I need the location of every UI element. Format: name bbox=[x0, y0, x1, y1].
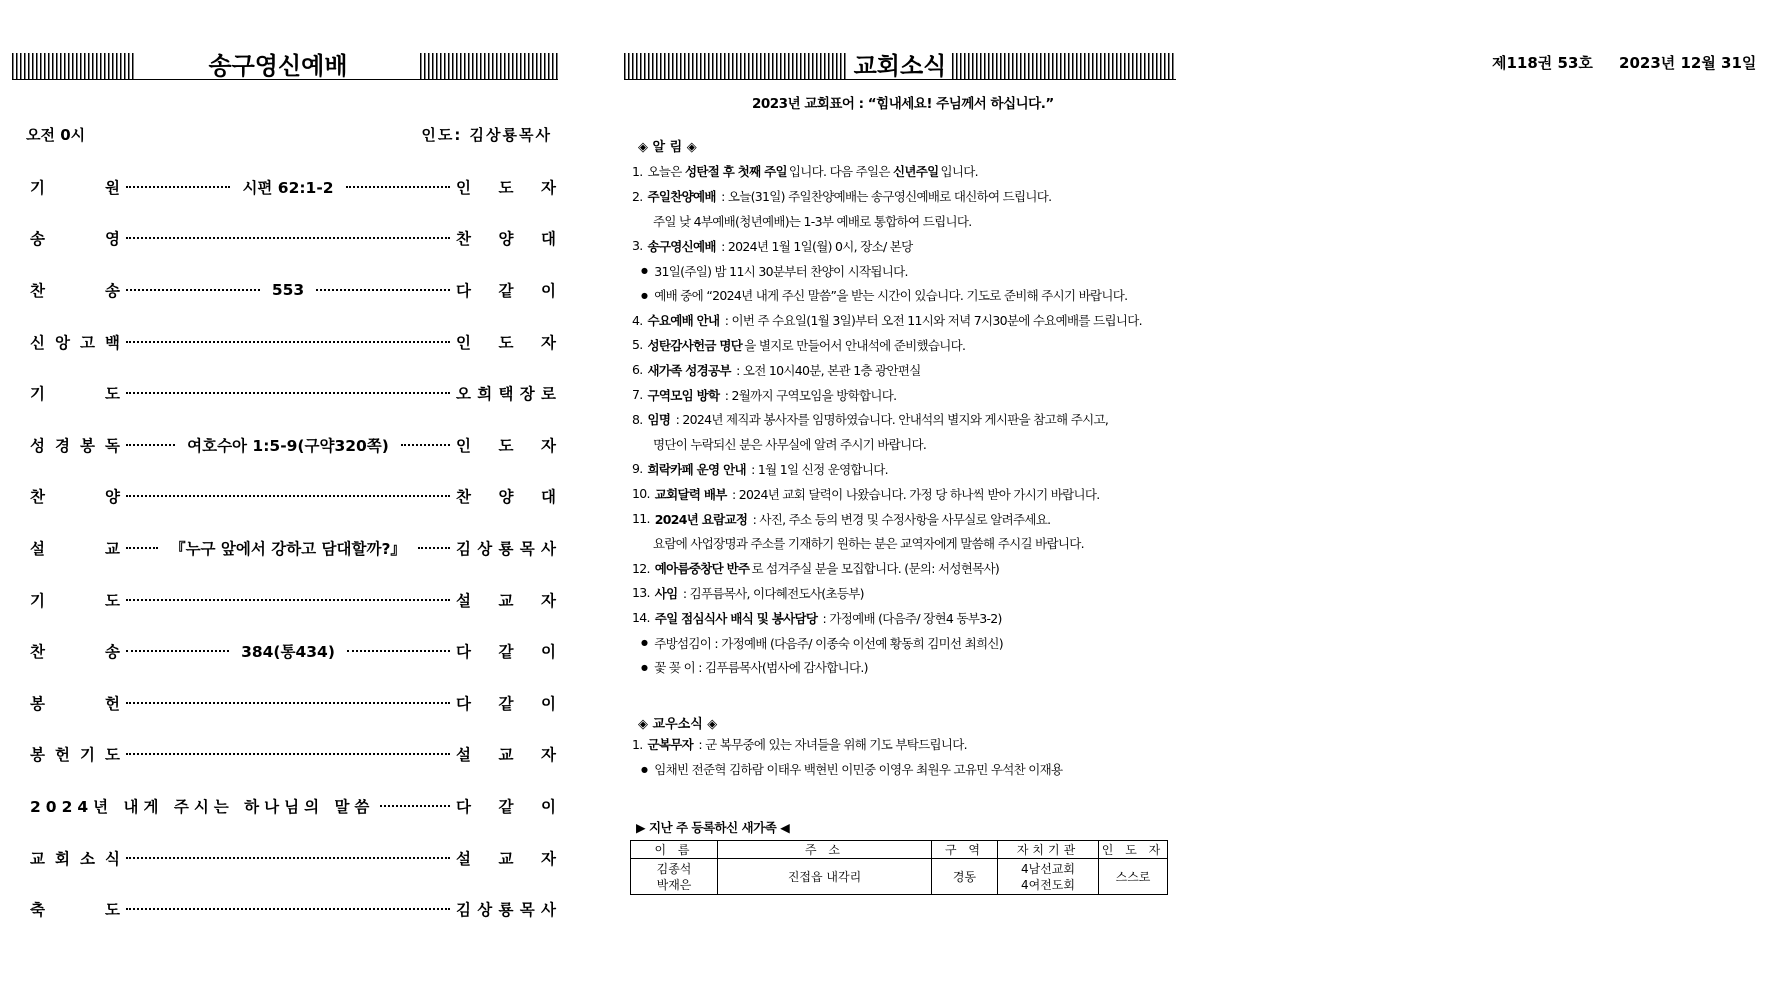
district-cell: 경동 bbox=[932, 859, 998, 895]
notice-title: 예아름중창단 반주 bbox=[654, 561, 750, 577]
service-order-row bbox=[30, 625, 556, 677]
notice-text: 주일 낮 4부예배(청년예배)는 1-3부 예배로 통합하여 드립니다. bbox=[653, 213, 972, 229]
notice-text: : 2024년 교회 달력이 나왔습니다. 가정 당 하나씩 받아 가시기 바랍니다. bbox=[728, 486, 1100, 502]
org-cell bbox=[998, 859, 1099, 895]
header-stripes-left bbox=[12, 53, 136, 80]
header-stripes-left bbox=[624, 53, 848, 80]
order-label: 송 영 bbox=[30, 230, 120, 249]
order-detail: 384(통434) bbox=[241, 643, 335, 662]
org-1: 4남선교회 bbox=[1020, 861, 1075, 876]
dot-leader bbox=[126, 392, 450, 394]
notice-title: 주일 점심식사 배식 및 봉사담당 bbox=[654, 610, 818, 626]
order-label: 교 회 소 식 bbox=[30, 849, 120, 868]
notice-text: 예배 중에 “2024년 내게 주신 말씀”을 받는 시간이 있습니다. 기도로 준비해 주시기 바랍니다. bbox=[654, 288, 1128, 304]
notice-number: 1. bbox=[632, 736, 643, 752]
header-stripes-right bbox=[952, 53, 1176, 80]
dot-leader bbox=[401, 444, 450, 446]
order-label: 기 도 bbox=[30, 385, 120, 404]
notice-text: : 오전 10시40분, 본관 1층 광안편실 bbox=[732, 362, 921, 378]
notice-title: 구역모임 방학 bbox=[647, 387, 720, 403]
dot-leader bbox=[126, 702, 450, 704]
dot-leader bbox=[126, 341, 450, 343]
notice-number: 14. bbox=[632, 610, 650, 626]
name-1: 김종석 bbox=[656, 861, 692, 876]
order-person: 찬 양 대 bbox=[456, 488, 556, 507]
issue-info bbox=[1492, 52, 1756, 73]
order-person: 김 상 룡 목 사 bbox=[456, 901, 556, 920]
order-detail: 553 bbox=[271, 280, 305, 299]
registration-table bbox=[630, 840, 1168, 895]
notice-text: : 오늘(31일) 주일찬양예배는 송구영신예배로 대신하여 드립니다. bbox=[717, 189, 1052, 205]
order-person: 다 같 이 bbox=[456, 797, 556, 816]
header-stripes-right bbox=[420, 53, 558, 80]
notice-line bbox=[632, 732, 1192, 757]
name-cell bbox=[631, 859, 718, 895]
issue-date: 2023년 12월 31일 bbox=[1619, 54, 1757, 72]
notice-line bbox=[632, 283, 1192, 308]
dot-leader bbox=[126, 857, 450, 859]
service-order-row bbox=[30, 419, 556, 471]
notice-line bbox=[632, 184, 1192, 209]
notice-line bbox=[632, 209, 1192, 234]
dot-leader bbox=[126, 289, 260, 291]
service-order-row bbox=[30, 832, 556, 884]
service-order-row bbox=[30, 161, 556, 213]
order-person: 설 교 자 bbox=[456, 591, 556, 610]
notice-line bbox=[632, 605, 1192, 630]
dot-leader bbox=[126, 599, 450, 601]
notice-title: 새가족 성경공부 bbox=[647, 362, 731, 378]
notices-heading: ◈ 알 림 ◈ bbox=[638, 140, 697, 155]
notice-line bbox=[632, 531, 1192, 556]
service-order-row bbox=[30, 780, 556, 832]
notice-text: 꽃 꽂 이 : 김푸름목사(범사에 감사합니다.) bbox=[654, 660, 868, 676]
notice-line bbox=[632, 481, 1192, 506]
address-cell: 진접읍 내각리 bbox=[718, 859, 932, 895]
church-motto: 2023년 교회표어 : “힘내세요! 주님께서 하십니다.” bbox=[752, 96, 1054, 112]
dot-leader bbox=[126, 753, 450, 755]
notice-bold: 성탄절 후 첫째 주일 bbox=[684, 164, 787, 180]
notice-title: 수요예배 안내 bbox=[647, 313, 720, 329]
notice-number: 13. bbox=[632, 585, 650, 601]
column-header: 이 름 bbox=[631, 841, 718, 859]
order-person: 오 희 택 장 로 bbox=[456, 385, 556, 404]
notice-number: 5. bbox=[632, 337, 643, 353]
dot-leader bbox=[126, 908, 450, 910]
order-detail: 『누구 앞에서 강하고 담대할까?』 bbox=[170, 539, 406, 558]
notice-title: 임명 bbox=[647, 412, 671, 428]
dot-leader bbox=[126, 547, 158, 549]
notice-title: 주일찬양예배 bbox=[647, 189, 716, 205]
notice-number: 11. bbox=[632, 511, 650, 527]
order-label: 기 도 bbox=[30, 591, 120, 610]
notice-text: 주방섬김이 : 가정예배 (다음주/ 이종숙 이선예 황동희 김미선 최희신) bbox=[654, 635, 1003, 651]
issue-volume: 제118권 53호 bbox=[1492, 54, 1593, 72]
notice-text: 입니다. bbox=[940, 164, 978, 180]
service-order-row bbox=[30, 522, 556, 574]
notice-number: 7. bbox=[632, 387, 643, 403]
notice-line bbox=[632, 506, 1192, 531]
order-label: 설 교 bbox=[30, 539, 120, 558]
notice-text: 요람에 사업장명과 주소를 기재하기 원하는 분은 교역자에게 말씀해 주시길 바랍니다. bbox=[653, 536, 1084, 552]
notice-line bbox=[632, 556, 1192, 581]
order-person: 김 상 룡 목 사 bbox=[456, 539, 556, 558]
notice-title: 사임 bbox=[654, 585, 678, 601]
column-header: 자치기관 bbox=[998, 841, 1099, 859]
notice-text: 입니다. 다음 주일은 bbox=[788, 164, 894, 180]
dot-leader bbox=[126, 650, 229, 652]
order-person: 다 같 이 bbox=[456, 643, 556, 662]
order-label: 찬 송 bbox=[30, 281, 120, 300]
notice-text: 로 섬겨주실 분을 모집합니다. (문의: 서성현목사) bbox=[751, 561, 1000, 577]
notice-line bbox=[632, 233, 1192, 258]
prayer-heading: ◈ 교우소식 ◈ bbox=[638, 717, 718, 732]
order-person: 설 교 자 bbox=[456, 849, 556, 868]
order-label: 축 도 bbox=[30, 901, 120, 920]
org-2: 4여전도회 bbox=[1020, 877, 1075, 892]
table-row bbox=[631, 859, 1168, 895]
notice-bold: 신년주일 bbox=[893, 164, 939, 180]
notice-line bbox=[632, 407, 1192, 432]
service-order-row bbox=[30, 367, 556, 419]
order-label: 신 앙 고 백 bbox=[30, 333, 120, 352]
notice-line bbox=[632, 357, 1192, 382]
registration-title: ▶ 지난 주 등록하신 새가족 ◀ bbox=[636, 820, 790, 835]
dot-leader bbox=[126, 186, 230, 188]
order-label: 봉 헌 bbox=[30, 694, 120, 713]
prayer-list bbox=[632, 732, 1192, 782]
order-detail: 여호수아 1:5-9(구약320쪽) bbox=[187, 436, 389, 455]
order-person: 인 도 자 bbox=[456, 178, 556, 197]
service-order-row bbox=[30, 574, 556, 626]
column-header: 구 역 bbox=[932, 841, 998, 859]
notice-number: 1. bbox=[632, 163, 643, 179]
notice-line bbox=[632, 258, 1192, 283]
service-leader: 인도: 김상룡목사 bbox=[421, 126, 552, 144]
order-detail: 시편 62:1-2 bbox=[242, 178, 334, 197]
notice-line bbox=[632, 630, 1192, 655]
notice-title: 희락카페 운영 안내 bbox=[647, 461, 746, 477]
notice-text: : 군 복무중에 있는 자녀들을 위해 기도 부탁드립니다. bbox=[695, 737, 967, 753]
notice-text: : 2월까지 구역모임을 방학합니다. bbox=[721, 387, 897, 403]
notice-text: : 2024년 1월 1일(월) 0시, 장소/ 본당 bbox=[717, 238, 913, 254]
service-time: 오전 0시 bbox=[26, 126, 86, 144]
notice-number: 9. bbox=[632, 461, 643, 477]
order-person: 찬 양 대 bbox=[456, 230, 556, 249]
right-header-bar bbox=[624, 52, 1176, 80]
notice-line bbox=[632, 581, 1192, 606]
dot-leader bbox=[380, 805, 450, 807]
order-person: 다 같 이 bbox=[456, 694, 556, 713]
left-header-title: 송구영신예배 bbox=[136, 53, 420, 80]
order-label: 찬 양 bbox=[30, 488, 120, 507]
service-order-row bbox=[30, 264, 556, 316]
order-label: 찬 송 bbox=[30, 643, 120, 662]
notice-title: 교회달력 배부 bbox=[654, 486, 727, 502]
notice-text: 을 별지로 만들어서 안내석에 준비했습니다. bbox=[744, 337, 966, 353]
order-person: 다 같 이 bbox=[456, 281, 556, 300]
order-label: 성 경 봉 독 bbox=[30, 436, 120, 455]
order-label: 2024년 내게 주시는 하나님의 말씀 bbox=[30, 797, 375, 816]
table-header-row bbox=[631, 841, 1168, 859]
notice-text: : 가정예배 (다음주/ 장현4 동부3-2) bbox=[819, 610, 1002, 626]
order-person: 인 도 자 bbox=[456, 436, 556, 455]
notice-number: 8. bbox=[632, 411, 643, 427]
left-header-bar bbox=[12, 52, 558, 80]
guide-cell: 스스로 bbox=[1099, 859, 1168, 895]
notice-text: 임채빈 전준혁 김하람 이태우 백현빈 이민중 이영우 최원우 고유민 우석찬 이재용 bbox=[654, 762, 1063, 778]
dot-leader bbox=[316, 289, 450, 291]
dot-leader bbox=[126, 237, 450, 239]
notice-number: 6. bbox=[632, 362, 643, 378]
order-label: 봉 헌 기 도 bbox=[30, 746, 120, 765]
dot-leader bbox=[347, 650, 450, 652]
service-order-row bbox=[30, 471, 556, 523]
order-person: 설 교 자 bbox=[456, 746, 556, 765]
notice-text: 31일(주일) 밤 11시 30분부터 찬양이 시작됩니다. bbox=[654, 263, 908, 279]
service-order-row bbox=[30, 677, 556, 729]
notice-number: 2. bbox=[632, 188, 643, 204]
notice-line bbox=[632, 308, 1192, 333]
dot-leader bbox=[346, 186, 450, 188]
notice-line bbox=[632, 159, 1192, 184]
notice-title: 성탄감사헌금 명단 bbox=[647, 337, 743, 353]
notice-text: : 1월 1일 신정 운영합니다. bbox=[747, 461, 888, 477]
notice-line bbox=[632, 382, 1192, 407]
service-order-row bbox=[30, 316, 556, 368]
order-label: 기 원 bbox=[30, 178, 120, 197]
notice-text: 오늘은 bbox=[647, 164, 685, 180]
notice-number: 4. bbox=[632, 312, 643, 328]
name-2: 박재은 bbox=[656, 877, 692, 892]
notice-line bbox=[632, 333, 1192, 358]
notice-text: : 이번 주 수요일(1월 3일)부터 오전 11시와 저녁 7시30분에 수요예배를 드립니다. bbox=[721, 313, 1142, 329]
dot-leader bbox=[126, 444, 175, 446]
notice-text bbox=[648, 162, 978, 180]
notice-text: : 2024년 제직과 봉사자를 임명하였습니다. 안내석의 별지와 게시판을 참고해 주시고, bbox=[672, 412, 1109, 428]
column-header: 인 도 자 bbox=[1099, 841, 1168, 859]
column-header: 주 소 bbox=[718, 841, 932, 859]
notice-text: : 김푸름목사, 이다혜전도사(초등부) bbox=[679, 585, 864, 601]
notice-title: 군복무자 bbox=[647, 737, 694, 753]
notice-title: 2024년 요람교정 bbox=[654, 511, 748, 527]
notice-line bbox=[632, 432, 1192, 457]
notice-title: 송구영신예배 bbox=[647, 238, 716, 254]
notice-text: 명단이 누락되신 분은 사무실에 알려 주시기 바랍니다. bbox=[653, 437, 927, 453]
service-order-row bbox=[30, 213, 556, 265]
service-order-list bbox=[30, 161, 556, 935]
notice-number: 10. bbox=[632, 486, 650, 502]
notice-text: : 사진, 주소 등의 변경 및 수정사항을 사무실로 알려주세요. bbox=[749, 511, 1051, 527]
notice-line bbox=[632, 457, 1192, 482]
service-order-row bbox=[30, 729, 556, 781]
dot-leader bbox=[126, 495, 450, 497]
notice-number: 3. bbox=[632, 238, 643, 254]
notice-number: 12. bbox=[632, 560, 650, 576]
right-header-title: 교회소식 bbox=[848, 53, 953, 80]
service-order-row bbox=[30, 883, 556, 935]
dot-leader bbox=[418, 547, 450, 549]
notice-line bbox=[632, 757, 1192, 782]
notice-line bbox=[632, 655, 1192, 680]
notices-list bbox=[632, 159, 1192, 680]
order-person: 인 도 자 bbox=[456, 333, 556, 352]
